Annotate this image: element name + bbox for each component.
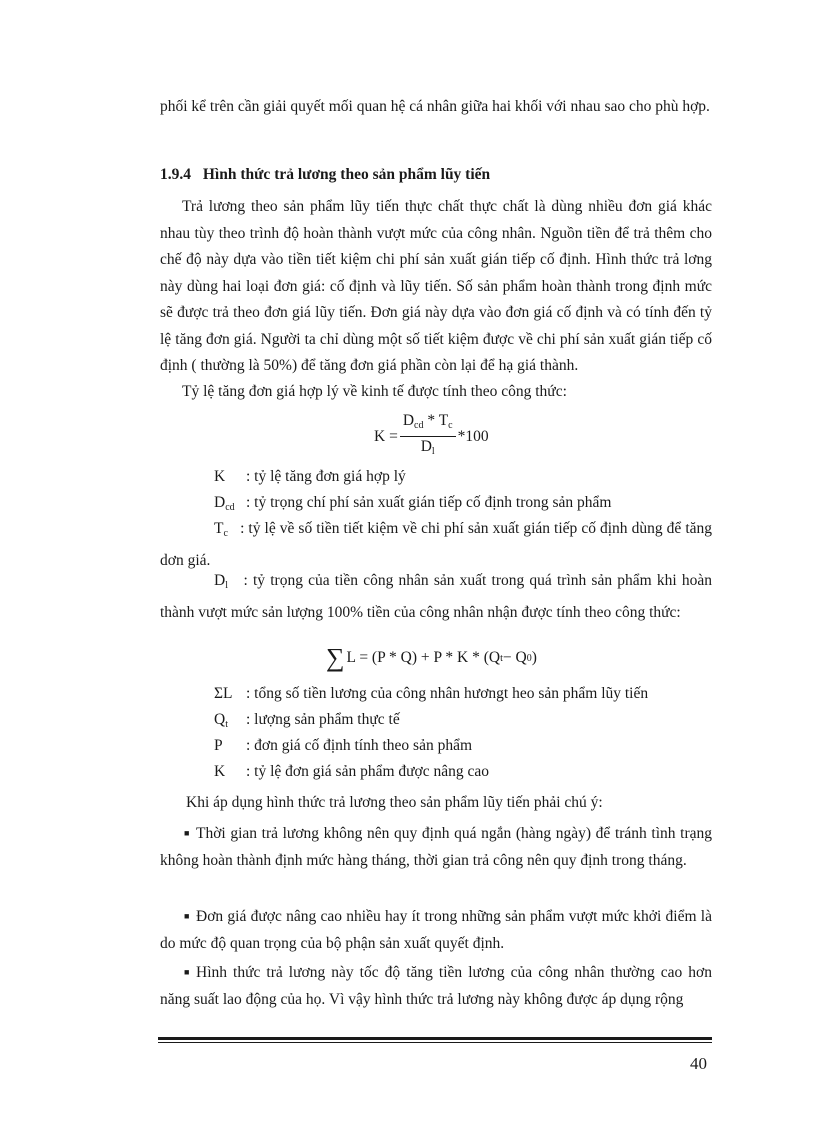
formula-k-tail: *100 bbox=[457, 427, 489, 445]
bullet-mark: ■ bbox=[184, 967, 190, 977]
bullet-item: ■ Hình thức trả lương này tốc độ tăng tiền lương của công nhân thường cao hơn năng suất lao động của họ. Vì vậy hình thức trả lương này không được áp dụng rộng bbox=[160, 959, 712, 1013]
bullet-mark: ■ bbox=[184, 828, 190, 838]
footer-rule-thick bbox=[158, 1037, 712, 1040]
definition-p: P : đơn giá cố định tính theo sản phẩm bbox=[214, 737, 473, 754]
formula-k-lhs: K = bbox=[374, 427, 398, 445]
definition-k-raised: K : tỷ lệ đơn giá sản phẩm được nâng cao bbox=[214, 763, 490, 780]
bullet-item: ■ Đơn giá được nâng cao nhiều hay ít trong những sản phẩm vượt mức khởi điểm là do mức độ quan trọng của bộ phận sản xuất quyết định. bbox=[160, 903, 712, 957]
paragraph-definition: Trả lương theo sản phẩm lũy tiến thực chất thực chất là dùng nhiều đơn giá khác nhau tùy theo trình độ hoàn thành vượt mức của công nhân. Nguồn tiền để trả thêm cho chế độ này dựa vào tiền tiết kiệm chi phí sản xuất gián tiếp cố định. Hình thức trả lơng này dùng hai loại đơn giá: cố định và lũy tiến. Số sản phẩm hoàn thành trong định mức sẽ được trả theo đơn giá lũy tiến. Đơn giá này dựa vào đơn giá cố định và có tính đến tỷ lệ tăng đơn giá. Người ta chỉ dùng một số tiết kiệm được về chi phí sản xuất gián tiếp cố định ( thường là 50%) để tăng đơn giá phần còn lại để hạ giá thành. bbox=[160, 198, 712, 374]
definition-sum-l: ΣL : tổng số tiền lương của công nhân hươngt heo sản phẩm lũy tiến bbox=[214, 685, 649, 702]
sigma-symbol: ∑ bbox=[326, 643, 345, 672]
page-number: 40 bbox=[690, 1054, 707, 1073]
formula-k-numerator: $D_{cd} * T_c$ bbox=[400, 412, 456, 437]
bullet-item: ■ Thời gian trả lương không nên quy định quá ngắn (hàng ngày) để tránh tình trạng không hoàn thành định mức hàng tháng, thời gian trả công nên quy định trong tháng. bbox=[160, 820, 712, 874]
formula-k bbox=[374, 412, 489, 461]
paragraph-notes-intro: Khi áp dụng hình thức trả lương theo sản phẩm lũy tiến phải chú ý: bbox=[186, 794, 603, 811]
continuation-paragraph: phối kể trên cần giải quyết mối quan hệ cá nhân giữa hai khối với nhau sao cho phù hợp. bbox=[160, 98, 710, 115]
definition-qt: $Q_t$ : lượng sản phẩm thực tế bbox=[214, 711, 400, 730]
definition-dcd: $D_{cd}$ : tỷ trọng chí phí sản xuất gián tiếp cố định trong sản phẩm bbox=[214, 494, 612, 513]
section-heading bbox=[160, 166, 490, 184]
paragraph-formula-intro: Tỷ lệ tăng đơn giá hợp lý về kinh tế được tính theo công thức: bbox=[182, 383, 567, 400]
section-number: 1.9.4 bbox=[160, 166, 191, 183]
definition-dl: $D_l$ : tỷ trọng của tiền công nhân sản xuất trong quá trình sản phẩm khi hoàn thành vượt mức sản lượng 100% tiền của công nhân nhận được tính theo công thức: bbox=[160, 572, 712, 621]
bullet-mark: ■ bbox=[184, 911, 190, 921]
definition-tc: $T_c$ : tỷ lệ về số tiền tiết kiệm về chi phí sản xuất gián tiếp cố định dùng để tăng dơn giá. bbox=[160, 520, 713, 569]
formula-k-fraction bbox=[400, 412, 456, 461]
formula-sum-l: ∑ L = (P * Q) + P * K * (Q t − Q 0 ) bbox=[326, 643, 537, 672]
footer-rule-thin bbox=[158, 1042, 712, 1043]
definition-k: K : tỷ lệ tăng đơn giá hợp lý bbox=[214, 468, 406, 485]
section-title: Hình thức trả lương theo sản phẩm lũy tiến bbox=[202, 166, 491, 183]
formula-k-denominator: $D_l$ bbox=[420, 438, 435, 457]
